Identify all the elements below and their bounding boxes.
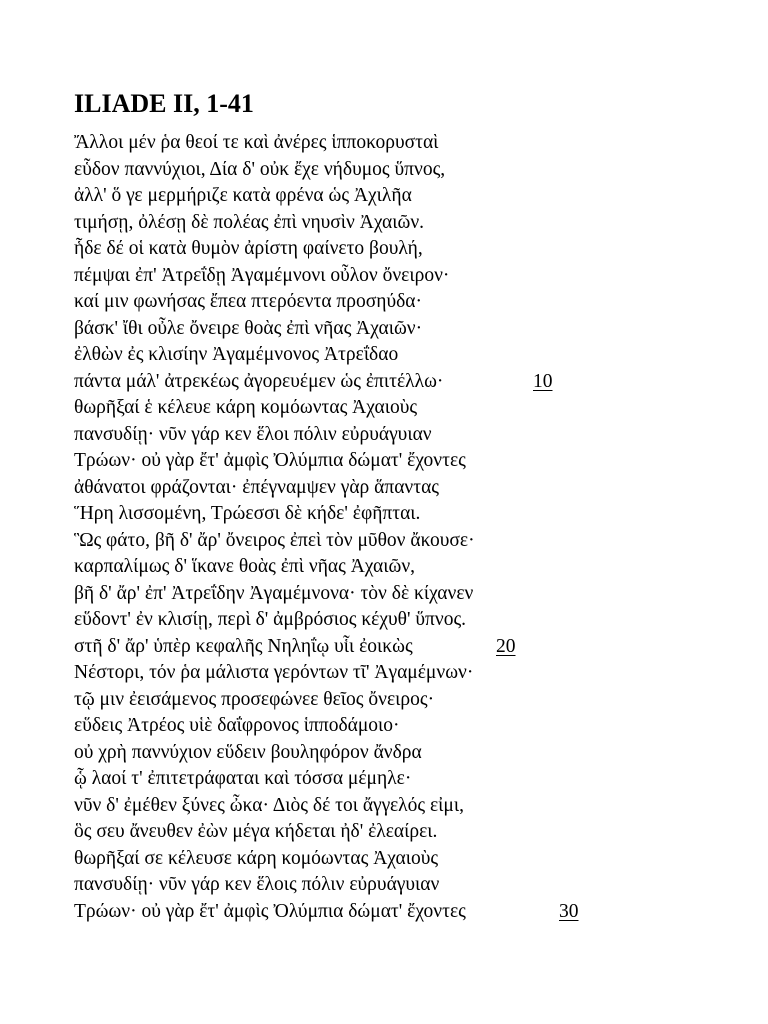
verse-line: [74, 660, 634, 687]
verse-line: [74, 687, 634, 714]
verse-text: πανσυδίῃ· νῦν γάρ κεν ἕλοις πόλιν εὐρυάγυιαν: [74, 874, 440, 895]
verse-text: πάντα μάλ' ἀτρεκέως ἀγορευέμεν ὡς ἐπιτέλλω·: [74, 370, 444, 392]
verse-text: καρπαλίμως δ' ἵκανε θοὰς ἐπὶ νῆας Ἀχαιῶν,: [74, 556, 416, 577]
verse-text: Νέστορι, τόν ῥα μάλιστα γερόντων τῖ' Ἀγαμέμνων·: [74, 662, 474, 683]
verse-text: ἀλλ' ὅ γε μερμήριζε κατὰ φρένα ὡς Ἀχιλῆα: [74, 185, 412, 206]
verse-text: ᾧ λαοί τ' ἐπιτετράφαται καὶ τόσσα μέμηλε·: [74, 768, 412, 789]
verse-text: εὕδοντ' ἐν κλισίῃ, περὶ δ' ἀμβρόσιος κέχυθ' ὕπνος.: [74, 609, 467, 630]
verse-text: πανσυδίῃ· νῦν γάρ κεν ἕλοι πόλιν εὐρυάγυιαν: [74, 423, 432, 445]
verse-line: [74, 713, 634, 740]
verse-line: [74, 369, 634, 396]
verse-text: πέμψαι ἐπ' Ἀτρεΐδῃ Ἀγαμέμνονι οὖλον ὄνειρον·: [74, 264, 450, 286]
verse-line: [74, 342, 634, 369]
verse-text: βῆ δ' ἄρ' ἐπ' Ἀτρεΐδην Ἀγαμέμνονα· τὸν δὲ κίχανεν: [74, 582, 474, 604]
verse-text: θωρῆξαί σε κέλευσε κάρη κομόωντας Ἀχαιοὺς: [74, 847, 439, 869]
verse-text: εὗδον παννύχιοι, Δία δ' οὐκ ἔχε νήδυμος ὕπνος,: [74, 158, 446, 180]
verse-line: [74, 581, 634, 608]
verse-text: νῦν δ' ἐμέθεν ξύνες ὦκα· Διὸς δέ τοι ἄγγελός εἰμι,: [74, 794, 464, 816]
verse-line: [74, 448, 634, 475]
verse-line: [74, 846, 634, 873]
verse-line: [74, 634, 634, 661]
verse-line: [74, 793, 634, 820]
verse-text: Ἥρη λισσομένη, Τρώεσσι δὲ κήδε' ἐφῆπται.: [74, 503, 421, 524]
verse-line: [74, 395, 634, 422]
verse-line: [74, 554, 634, 581]
verse-line: [74, 475, 634, 502]
verse-text: στῆ δ' ἄρ' ὑπὲρ κεφαλῆς Νηληΐῳ υἷι ἐοικὼς: [74, 635, 413, 657]
verse-line: [74, 740, 634, 767]
verse-text: Ὣς φάτο, βῆ δ' ἄρ' ὄνειρος ἐπεὶ τὸν μῦθον ἄκουσε·: [74, 529, 475, 551]
verse-line: [74, 263, 634, 290]
verse-line: [74, 183, 634, 210]
verse-text: Τρώων· οὐ γὰρ ἔτ' ἀμφὶς Ὀλύμπια δώματ' ἔχοντες: [74, 450, 466, 471]
verse-line: [74, 528, 634, 555]
verse-line: [74, 157, 634, 184]
verse-line: [74, 766, 634, 793]
verse-line: [74, 422, 634, 449]
verse-text: οὐ χρὴ παννύχιον εὕδειν βουληφόρον ἄνδρα: [74, 741, 422, 763]
line-number-10: 10: [533, 370, 553, 392]
verse-line: [74, 236, 634, 263]
verse-text: βάσκ' ἴθι οὖλε ὄνειρε θοὰς ἐπὶ νῆας Ἀχαιῶν·: [74, 317, 423, 339]
verse-line: [74, 607, 634, 634]
verse-line: [74, 501, 634, 528]
verse-text: ὃς σευ ἄνευθεν ἐὼν μέγα κήδεται ἠδ' ἐλεαίρει.: [74, 821, 438, 842]
line-number-30: 30: [559, 900, 579, 922]
verse-text: ἀθάνατοι φράζονται· ἐπέγναμψεν γὰρ ἅπαντας: [74, 476, 440, 498]
verse-text: τιμήσῃ, ὀλέσῃ δὲ πολέας ἐπὶ νηυσὶν Ἀχαιῶν.: [74, 211, 425, 233]
page-title: ILIADE II, 1-41: [74, 89, 254, 118]
verse-text: καί μιν φωνήσας ἔπεα πτερόεντα προσηύδα·: [74, 291, 423, 312]
line-number-20: 20: [496, 635, 516, 657]
verse-text: Ἄλλοι μέν ῥα θεοί τε καὶ ἀνέρες ἱπποκορυσταὶ: [74, 132, 439, 153]
verse-text: ἧδε δέ οἱ κατὰ θυμὸν ἀρίστη φαίνετο βουλή,: [74, 238, 423, 259]
verse-line: [74, 130, 634, 157]
verse-line: [74, 210, 634, 237]
verse-text: τῷ μιν ἐεισάμενος προσεφώνεε θεῖος ὄνειρος·: [74, 688, 435, 710]
poem-text: [74, 130, 634, 925]
verse-text: Τρώων· οὐ γὰρ ἔτ' ἀμφὶς Ὀλύμπια δώματ' ἔχοντες: [74, 900, 466, 922]
verse-line: [74, 899, 634, 926]
verse-line: [74, 872, 634, 899]
verse-text: ἐλθὼν ἐς κλισίην Ἀγαμέμνονος Ἀτρεΐδαο: [74, 344, 399, 365]
verse-line: [74, 289, 634, 316]
verse-line: [74, 316, 634, 343]
verse-line: [74, 819, 634, 846]
verse-text: θωρῆξαί ἑ κέλευε κάρη κομόωντας Ἀχαιοὺς: [74, 397, 418, 418]
verse-text: εὕδεις Ἀτρέος υἱὲ δαΐφρονος ἱπποδάμοιο·: [74, 715, 400, 736]
